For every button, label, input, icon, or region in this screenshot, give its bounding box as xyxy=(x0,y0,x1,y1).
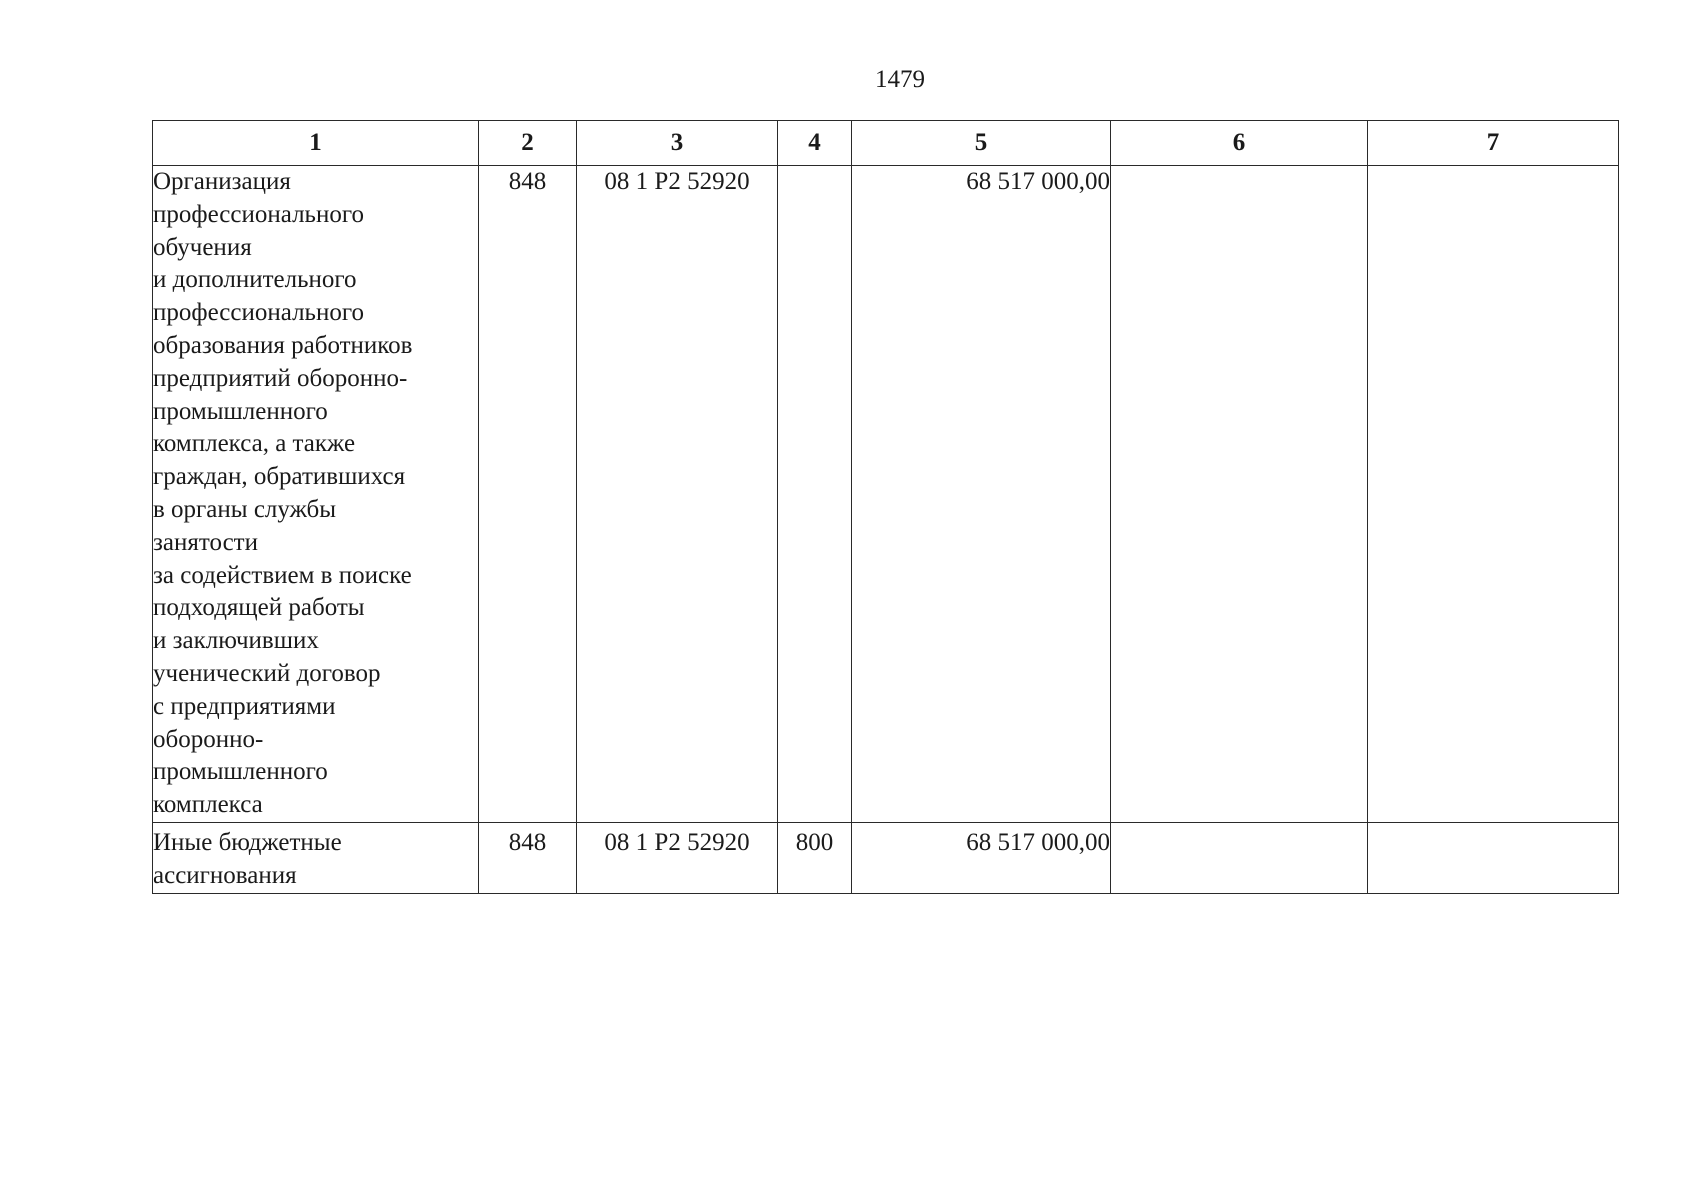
table-row xyxy=(153,822,1619,893)
header-col-2: 2 xyxy=(479,121,577,166)
row-col6-cell xyxy=(1111,166,1368,823)
name-line: граждан, обратившихся xyxy=(153,463,406,491)
header-col-7: 7 xyxy=(1368,121,1619,166)
row-name-cell xyxy=(153,822,479,893)
table-row xyxy=(153,166,1619,823)
name-line: Иные бюджетные xyxy=(153,828,342,856)
header-col-4: 4 xyxy=(778,121,852,166)
name-line: подходящей работы xyxy=(153,594,365,622)
name-line: за содействием в поиске xyxy=(153,561,412,589)
row-amount-cell: 68 517 000,00 xyxy=(852,166,1111,823)
row-amount-cell: 68 517 000,00 xyxy=(852,822,1111,893)
row-code-cell: 848 xyxy=(479,822,577,893)
row-target-article-cell: 08 1 P2 52920 xyxy=(577,166,778,823)
name-line: комплекса xyxy=(153,791,263,819)
name-line: оборонно- xyxy=(153,725,264,753)
name-line: промышленного xyxy=(153,758,328,786)
name-line: предприятий оборонно- xyxy=(153,364,408,392)
name-line: обучения xyxy=(153,233,252,261)
row-col7-cell xyxy=(1368,166,1619,823)
name-line: занятости xyxy=(153,528,258,556)
header-row xyxy=(153,121,1619,166)
name-line: и заключивших xyxy=(153,627,319,655)
row-expense-type-cell: 800 xyxy=(778,822,852,893)
name-line: образования работников xyxy=(153,331,413,359)
header-col-5: 5 xyxy=(852,121,1111,166)
name-line: комплекса, а также xyxy=(153,430,356,458)
row-name-cell xyxy=(153,166,479,823)
row-col6-cell xyxy=(1111,822,1368,893)
name-line: и дополнительного xyxy=(153,266,357,294)
header-col-1: 1 xyxy=(153,121,479,166)
row-col7-cell xyxy=(1368,822,1619,893)
name-line: в органы службы xyxy=(153,495,337,523)
name-line: с предприятиями xyxy=(153,692,336,720)
row-target-article-cell: 08 1 P2 52920 xyxy=(577,822,778,893)
row-expense-type-cell xyxy=(778,166,852,823)
row-code-cell: 848 xyxy=(479,166,577,823)
header-col-3: 3 xyxy=(577,121,778,166)
name-line: ученический договор xyxy=(153,659,381,687)
header-col-6: 6 xyxy=(1111,121,1368,166)
page-number: 1479 xyxy=(875,66,925,93)
budget-table xyxy=(152,120,1619,894)
name-line: профессионального xyxy=(153,200,364,228)
name-line: промышленного xyxy=(153,397,328,425)
name-line: Организация xyxy=(153,168,291,195)
name-line: профессионального xyxy=(153,299,364,327)
name-line: ассигнования xyxy=(153,861,297,889)
